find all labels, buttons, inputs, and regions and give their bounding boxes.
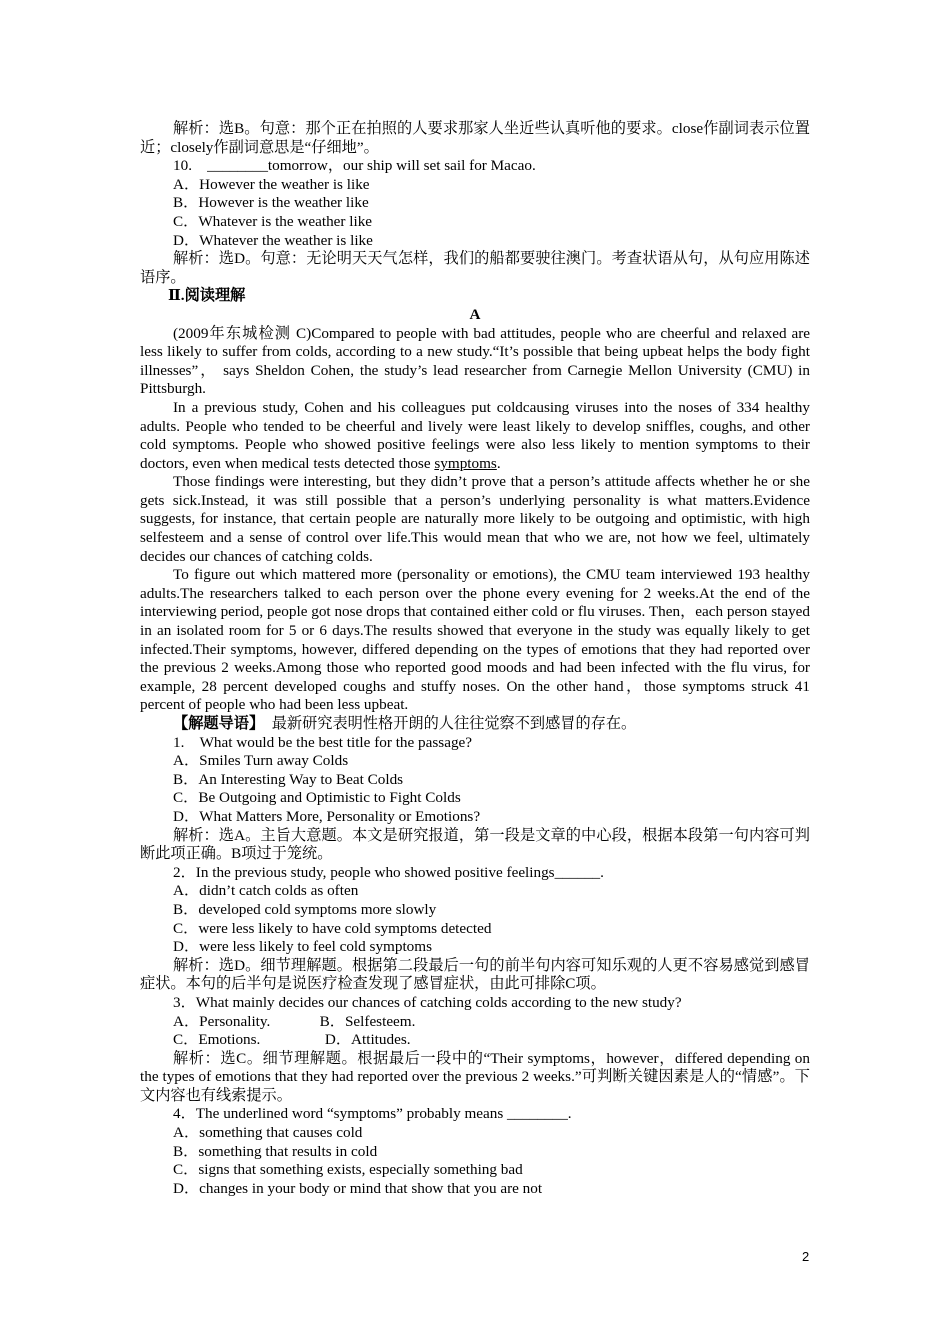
q1-option-a: A．Smiles Turn away Colds: [173, 752, 349, 770]
passage-paragraph-3: Those findings were interesting, but they didn’t prove that a person’s attitude affects whether he or she gets sick.Instead, it was still possible that a person’s underlying personality is what matters.Evidence suggests, for instance, that certain people are naturally more likely to be outgoing and optimistic, with high selfesteem and a sense of control over life.This would mean that who we are, not how we feel, ultimately decides our chances of catching colds.: [140, 473, 810, 565]
page-number: 2: [802, 1249, 810, 1264]
q3-options-ab: A．Personality. B．Selfesteem.: [173, 1012, 416, 1030]
q2-option-a: A．didn’t catch colds as often: [173, 882, 359, 900]
passage-label: A: [469, 305, 481, 323]
question-3-stem: 3．What mainly decides our chances of catching colds according to the new study?: [173, 993, 682, 1011]
q4-option-c: C．signs that something exists, especially something bad: [173, 1161, 523, 1179]
underlined-word: symptoms: [434, 454, 497, 472]
q4-option-d: D．changes in your body or mind that show that you are not: [173, 1179, 543, 1197]
q2-option-b: B．developed cold symptoms more slowly: [173, 900, 437, 918]
q3-options-cd: C．Emotions. D．Attitudes.: [173, 1031, 411, 1049]
document-page: [140, 120, 810, 1198]
passage-paragraph-2: [140, 399, 810, 473]
passage-paragraph-1: [140, 325, 810, 399]
q2-option-c: C．were less likely to have cold symptoms detected: [173, 919, 492, 937]
guide-note: [140, 715, 810, 734]
q4-option-a: A．something that causes cold: [173, 1124, 363, 1142]
q1-option-b: B．An Interesting Way to Beat Colds: [173, 770, 404, 788]
guide-text: 最新研究表明性格开朗的人往往觉察不到感冒的存在。: [256, 715, 637, 732]
q10-option-a: A．However the weather is like: [173, 175, 370, 193]
explanation-q1: 解析：选A。主旨大意题。本文是研究报道，第一段是文章的中心段，根据本段第一句内容可判断此项正确。B项过于笼统。: [140, 826, 810, 863]
q10-option-b: B．However is the weather like: [173, 194, 369, 212]
passage-paragraph-2-end: .: [496, 454, 501, 472]
explanation-q3: 解析：选C。细节理解题。根据最后一段中的“Their symptoms，however，differed depending on the types of emotions that they had reported over the previous 2 weeks.”可判断关键因素是人的“情感”。下文内容也有线索提示。: [140, 1049, 810, 1104]
q4-option-b: B．something that results in cold: [173, 1142, 378, 1160]
passage-paragraph-4: To figure out which mattered more (personality or emotions), the CMU team interviewed 193 healthy adults.The researchers talked to each person over the phone every evening for 2 weeks.At the end of the interviewing period, people got nose drops that contained either cold or flu viruses. Then，each person stayed in an isolated room for 5 or 6 days.The results showed that everyone in the study was equally likely to get infected.Their symptoms, however, differed depending on the types of emotions that they had reported over the previous 2 weeks.Among those who reported good moods and had been infected with the flu virus, for example, 28 percent developed coughs and stuffy noses. On the other hand，those symptoms struck 41 percent of people who had been less upbeat.: [140, 566, 810, 714]
explanation-q2: 解析：选D。细节理解题。根据第二段最后一句的前半句内容可知乐观的人更不容易感觉到感冒症状。本句的后半句是说医疗检查发现了感冒症状，由此可排除C项。: [140, 956, 810, 993]
q10-option-d: D．Whatever the weather is like: [173, 231, 373, 249]
q1-option-c: C．Be Outgoing and Optimistic to Fight Colds: [173, 789, 461, 807]
passage-paragraph-1-text: Compared to people with bad attitudes, people who are cheerful and relaxed are less likely to suffer from colds, according to a new study.“It’s possible that being upbeat helps the body fight illnesses”， says Sheldon Cohen, the study’s lead researcher from Carnegie Mellon University (CMU) in Pittsburgh.: [140, 324, 810, 398]
question-10-stem: 10. ________tomorrow，our ship will set sail for Macao.: [173, 157, 536, 175]
question-4-stem: 4．The underlined word “symptoms” probably means ________.: [173, 1105, 572, 1123]
passage-paragraph-2-text: In a previous study, Cohen and his colleagues put coldcausing viruses into the noses of 334 healthy adults. People who tended to be cheerful and lively were least likely to develop sniffles, coughs, and other cold symptoms. People who showed positive feelings were also less likely to mention symptoms to their doctors, even when medical tests detected those: [140, 398, 810, 472]
q1-option-d: D．What Matters More, Personality or Emotions?: [173, 807, 481, 825]
q2-option-d: D．were less likely to feel cold symptoms: [173, 938, 432, 956]
q10-option-c: C．Whatever is the weather like: [173, 212, 373, 230]
question-2-stem: 2．In the previous study, people who showed positive feelings______.: [173, 863, 604, 881]
explanation-q10: 解析：选D。句意：无论明天天气怎样，我们的船都要驶往澳门。考查状语从句，从句应用陈述语序。: [140, 250, 810, 286]
passage-source: (2009年东城检测 C): [173, 324, 312, 342]
section-title: Ⅱ.阅读理解: [168, 287, 246, 305]
explanation-q9: 解析：选B。句意：那个正在拍照的人要求那家人坐近些认真听他的要求。close作副词表示位置近；closely作副词意思是“仔细地”。: [140, 120, 810, 156]
guide-label: 【解题导语】: [173, 715, 257, 732]
question-1-stem: 1. What would be the best title for the passage?: [173, 733, 473, 751]
